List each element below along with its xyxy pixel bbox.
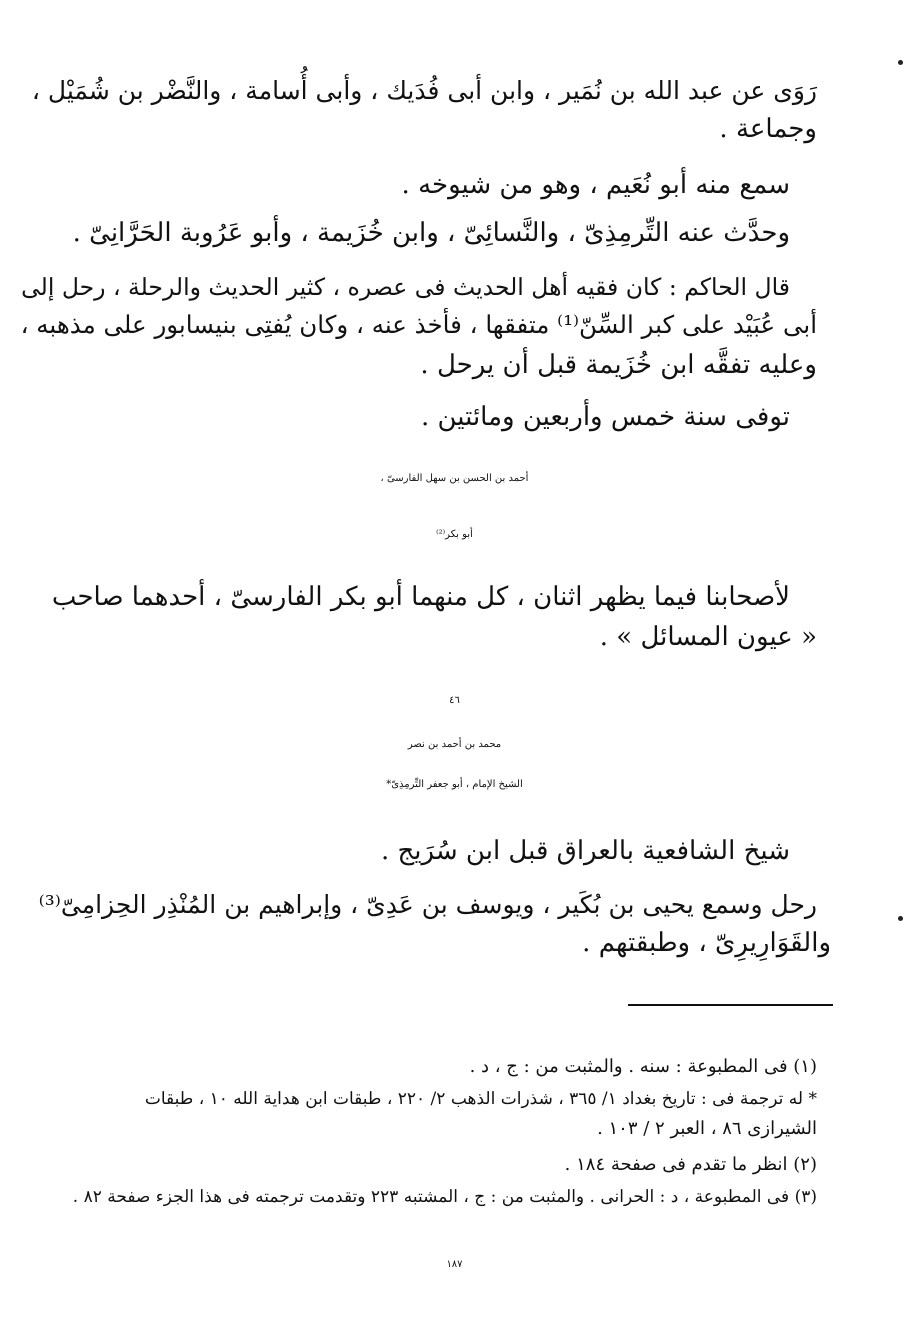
text-line: وحدَّث عنه التِّرمِذِىّ ، والنَّسائِىّ ، وابن خُزَيمة ، وأبو عَرُوبة الحَرَّانِىّ . bbox=[72, 218, 790, 248]
text-line: سمع منه أبو نُعَيم ، وهو من شيوخه . bbox=[401, 170, 790, 200]
text-line: توفى سنة خمس وأربعين ومائتين . bbox=[420, 402, 790, 432]
text-line: رَوَى عن عبد الله بن نُمَير ، وابن أبى فُدَيك ، وأبى أُسامة ، والنَّضْر بن شُمَيْل ، bbox=[31, 76, 817, 105]
footnote: (١) فى المطبوعة : سنه . والمثبت من : ج ، د . bbox=[469, 1056, 817, 1077]
entry-name: محمد بن أحمد بن نصر bbox=[407, 739, 502, 750]
entry-number: ٤٦ bbox=[449, 695, 460, 706]
scan-speck bbox=[898, 60, 903, 65]
text-line: لأصحابنا فيما يظهر اثنان ، كل منهما أبو بكر الفارسىّ ، أحدهما صاحب bbox=[51, 582, 790, 612]
footnote: الشيرازى ٨٦ ، العبر ٢ / ١٠٣ . bbox=[597, 1118, 817, 1139]
footnote: (٢) انظر ما تقدم فى صفحة ١٨٤ . bbox=[564, 1154, 817, 1175]
entry-name: أحمد بن الحسن بن سهل الفارسىّ ، bbox=[380, 473, 529, 484]
text-line: وجماعة . bbox=[719, 114, 817, 144]
text-line: وعليه تفقَّه ابن خُزَيمة قبل أن يرحل . bbox=[420, 350, 817, 380]
scan-speck bbox=[898, 916, 903, 921]
text-line: قال الحاكم : كان فقيه أهل الحديث فى عصره ، كثير الحديث والرحلة ، رحل إلى bbox=[21, 273, 790, 301]
footnote: * له ترجمة فى : تاريخ بغداد ١/ ٣٦٥ ، شذرات الذهب ٢/ ٢٢٠ ، طبقات ابن هداية الله ١٠ ، طبقات bbox=[144, 1089, 817, 1109]
entry-kunya: أبو بكر⁽²⁾ bbox=[436, 529, 473, 540]
footnote: (٣) فى المطبوعة ، د : الحرانى . والمثبت من : ج ، المشتبه ٢٢٣ وتقدمت ترجمته فى هذا الجزء صفحة ٨٢ . bbox=[72, 1187, 817, 1207]
text-line: والقَوَارِيرِىّ ، وطبقتهم . bbox=[582, 928, 831, 958]
entry-kunya: الشيخ الإمام ، أبو جعفر التِّرمِذِىّ* bbox=[386, 779, 523, 790]
text-line: أبى عُبَيْد على كبر السِّنّ⁽¹⁾ متفقها ، فأخذ عنه ، وكان يُفتِى بنيسابور على مذهبه ، bbox=[20, 310, 817, 339]
text-line: رحل وسمع يحيى بن بُكَير ، ويوسف بن عَدِىّ ، وإبراهيم بن المُنْذِر الحِزامِىّ⁽³⁾ bbox=[38, 890, 817, 919]
text-line: شيخ الشافعية بالعراق قبل ابن سُرَيج . bbox=[380, 836, 790, 866]
text-line: « عيون المسائل » . bbox=[599, 622, 817, 652]
page-number: ١٨٧ bbox=[446, 1259, 463, 1270]
footnote-separator bbox=[628, 1004, 833, 1006]
